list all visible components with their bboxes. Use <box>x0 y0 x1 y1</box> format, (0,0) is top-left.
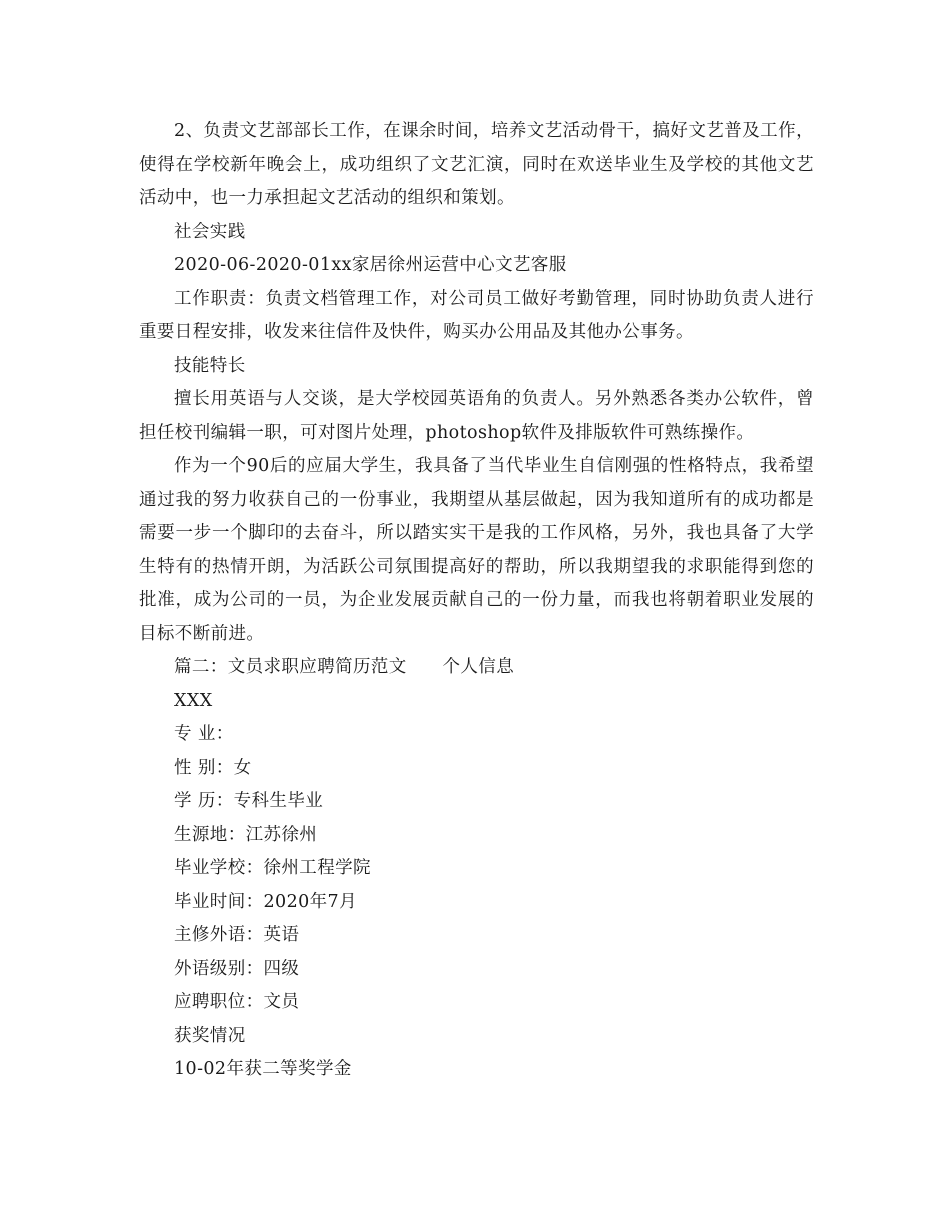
info-education: 学 历：专科生毕业 <box>174 791 324 811</box>
document-body <box>139 115 814 1087</box>
job-period-line: 2020-06-2020-01xx家居徐州运营中心文艺客服 <box>174 255 567 275</box>
info-school: 毕业学校：徐州工程学院 <box>174 858 371 878</box>
info-language-level: 外语级别：四级 <box>174 958 300 979</box>
heading-social-practice: 社会实践 <box>174 221 246 242</box>
info-gender: 性 别：女 <box>174 757 252 778</box>
paragraph-job-duties: 工作职责：负责文档管理工作，对公司员工做好考勤管理，同时协助负责人进行重要日程安排，收发来往信件及快件，购买办公用品及其他办公事务。 <box>139 288 814 342</box>
section-two-title: 篇二：文员求职应聘简历范文 个人信息 <box>174 657 515 677</box>
info-origin: 生源地：江苏徐州 <box>174 824 318 845</box>
info-name: XXX <box>174 690 213 711</box>
info-foreign-language: 主修外语：英语 <box>174 925 300 945</box>
heading-awards: 获奖情况 <box>174 1025 246 1046</box>
info-position: 应聘职位：文员 <box>174 992 300 1012</box>
paragraph-arts-department: 2、负责文艺部部长工作，在课余时间，培养文艺活动骨干，搞好文艺普及工作，使得在学校新年晚会上，成功组织了文艺汇演，同时在欢送毕业生及学校的其他文艺活动中，也一力承担起文艺活动的组织和策划。 <box>139 121 814 208</box>
award-item: 10-02年获二等奖学金 <box>174 1059 352 1079</box>
info-major: 专 业： <box>174 724 234 744</box>
info-graduation-time: 毕业时间：2020年7月 <box>174 891 357 912</box>
paragraph-self-evaluation: 作为一个90后的应届大学生，我具备了当代毕业生自信刚强的性格特点，我希望通过我的努力收获自己的一份事业，我期望从基层做起，因为我知道所有的成功都是需要一步一个脚印的去奋斗，所以踏实实干是我的工作风格，另外，我也具备了大学生特有的热情开朗，为活跃公司氛围提高好的帮助，所以我期望我的求职能得到您的批准，成为公司的一员，为企业发展贡献自己的一份力量，而我也将朝着职业发展的目标不断前进。 <box>139 456 814 644</box>
paragraph-skills: 擅长用英语与人交谈，是大学校园英语角的负责人。另外熟悉各类办公软件，曾担任校刊编辑一职，可对图片处理，photoshop软件及排版软件可熟练操作。 <box>139 389 814 443</box>
heading-skills: 技能特长 <box>174 355 246 376</box>
